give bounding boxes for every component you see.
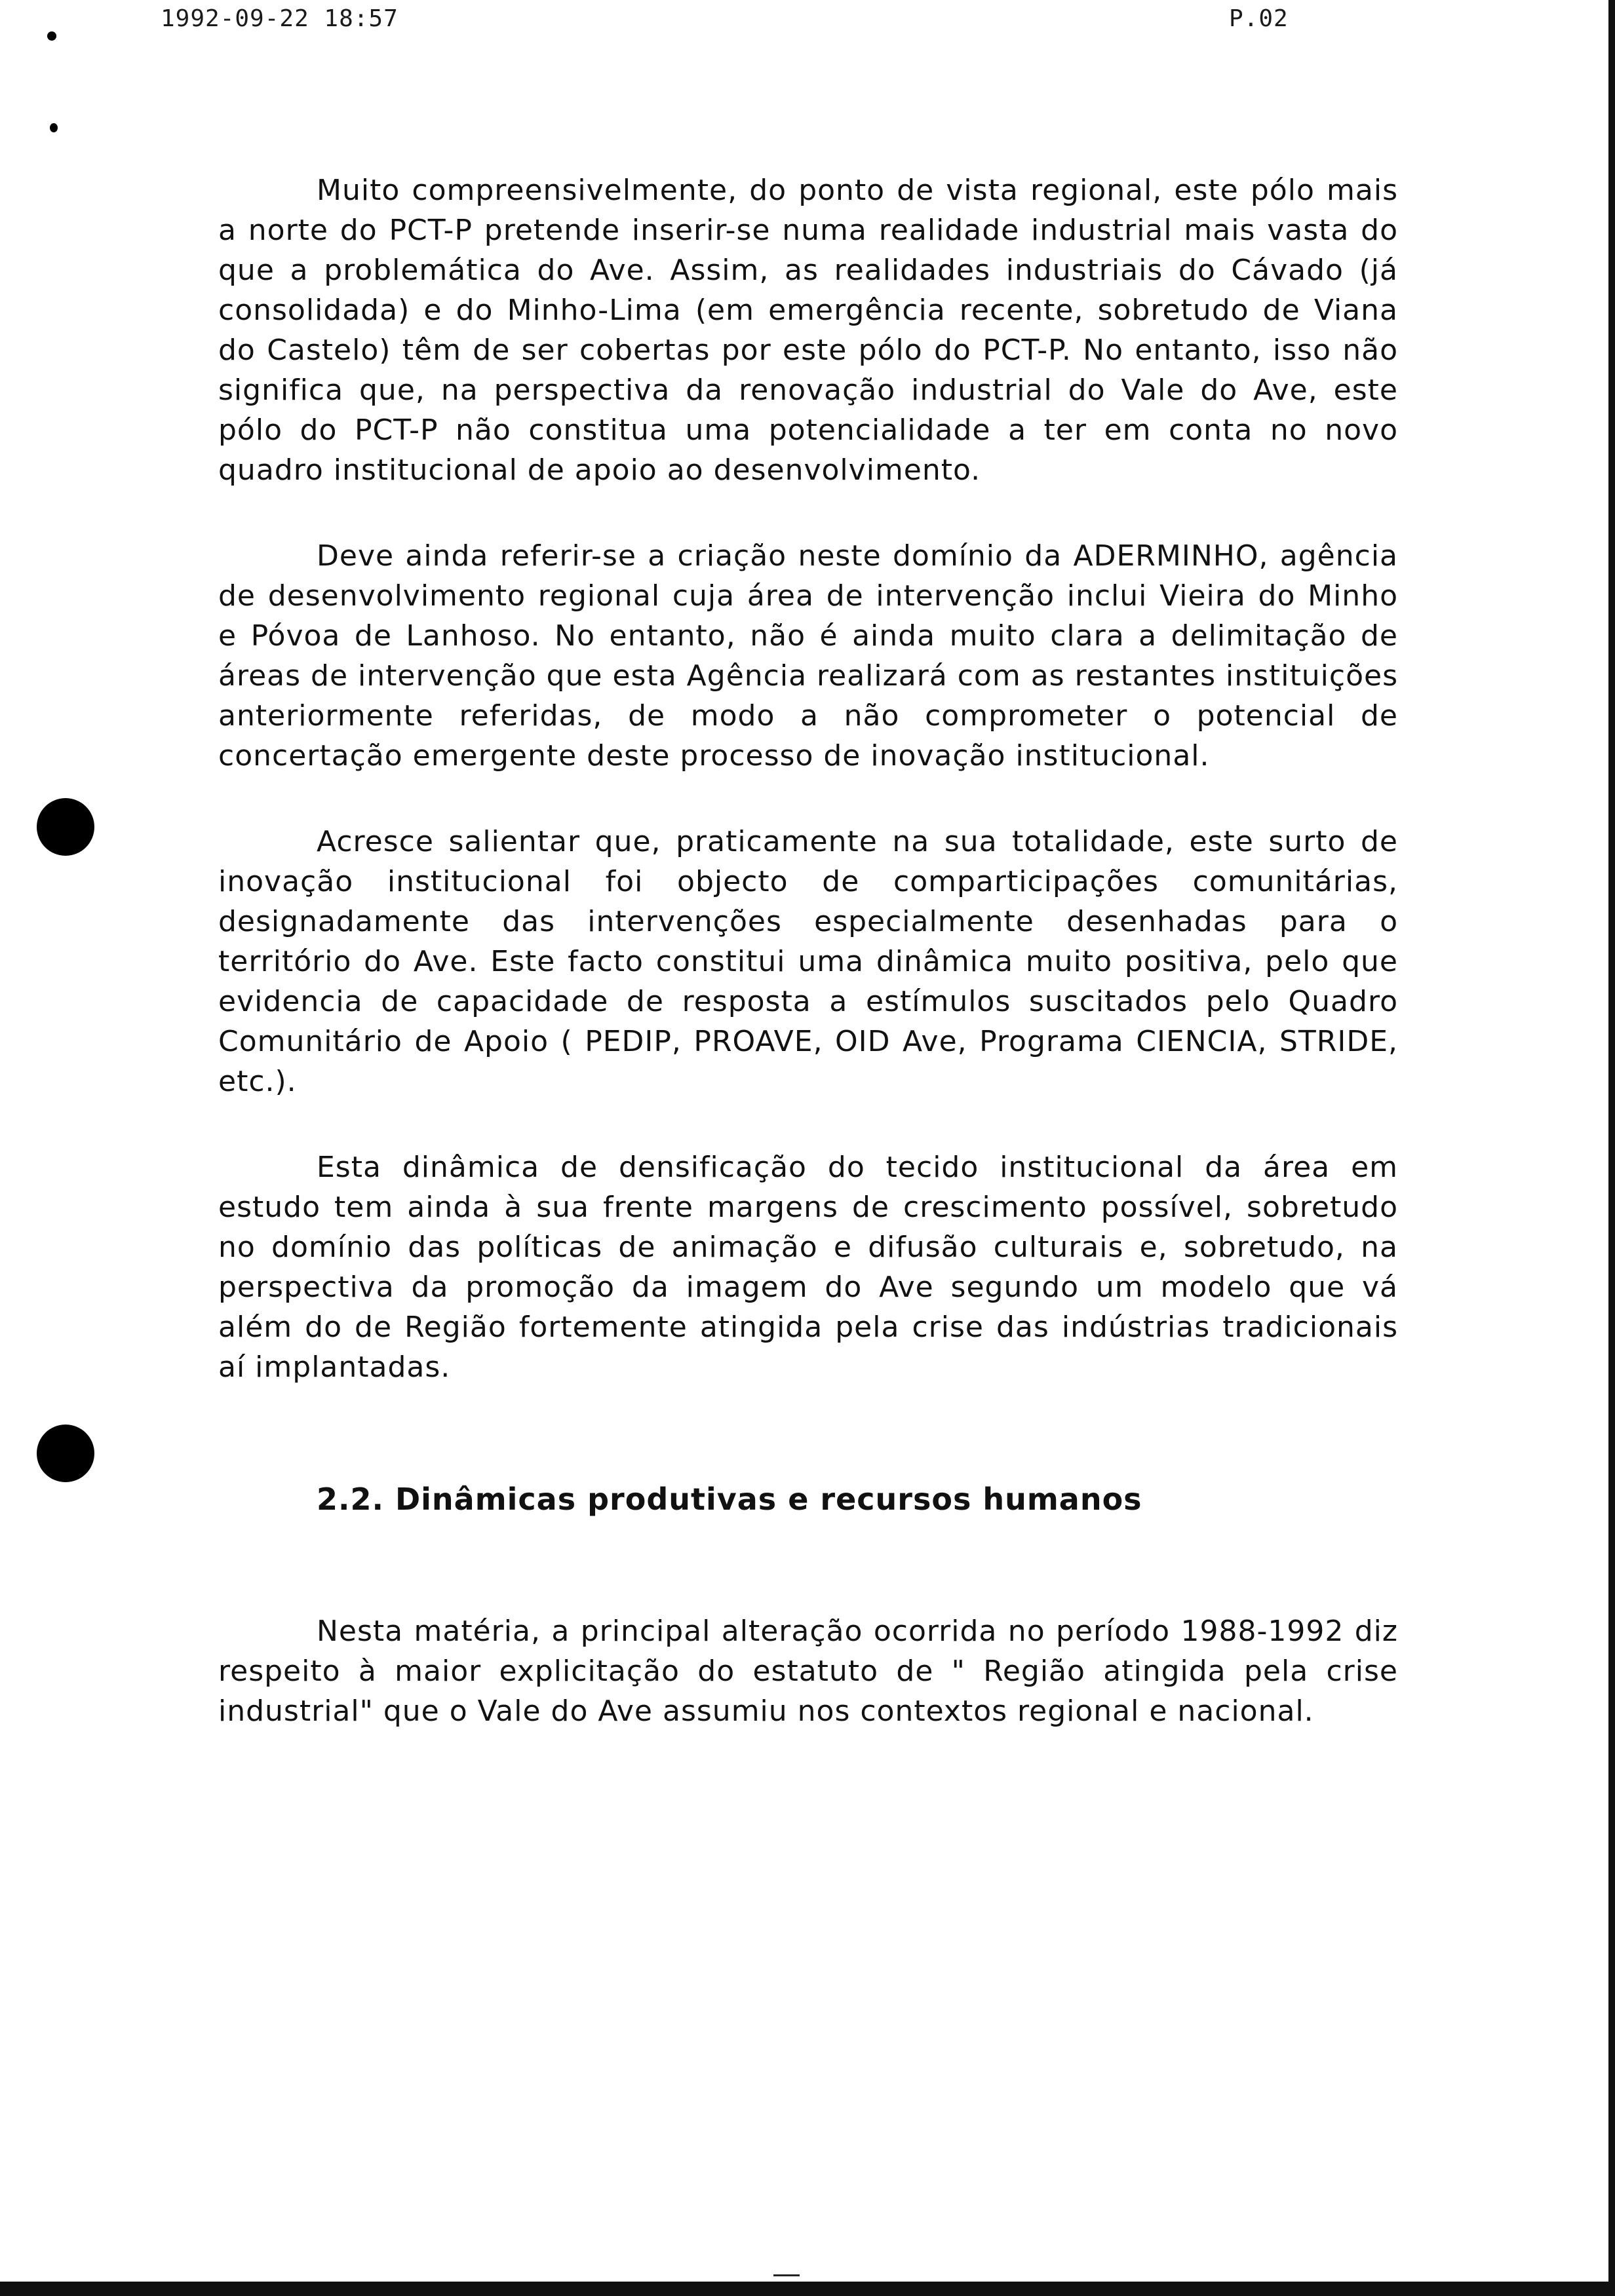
body-paragraph: Esta dinâmica de densificação do tecido institucional da área em estudo tem ainda à sua frente margens de crescimento possível, sobretudo no domínio das políticas de animação e difusão culturais e, sobretudo, na perspectiva da promoção da imagem do Ave segundo um modelo que vá além do de Região fortemente atingida pela crise das indústrias tradicionais aí implantadas. (218, 1151, 1398, 1384)
punch-hole (37, 798, 94, 856)
scan-border-bottom (0, 2282, 1615, 2296)
section-paragraph: Nesta matéria, a principal alteração ocorrida no período 1988-1992 diz respeito à maior explicitação do estatuto de " Região atingida pela crise industrial" que o Vale do Ave assumiu nos contextos regional e nacional. (218, 1615, 1398, 1728)
document-body (218, 170, 1398, 1777)
scan-speck (47, 31, 56, 41)
section-heading: 2.2. Dinâmicas produtivas e recursos humanos (317, 1482, 1142, 1517)
body-paragraph: Muito compreensivelmente, do ponto de vista regional, este pólo mais a norte do PCT-P pretende inserir-se numa realidade industrial mais vasta do que a problemática do Ave. Assim, as realidades industriais do Cávado (já consolidada) e do Minho-Lima (em emergência recente, sobretudo de Viana do Castelo) têm de ser cobertas por este pólo do PCT-P. No entanto, isso não significa que, na perspectiva da renovação industrial do Vale do Ave, este pólo do PCT-P não constitua uma potencialidade a ter em conta no novo quadro institucional de apoio ao desenvolvimento. (218, 174, 1398, 487)
body-paragraph: Deve ainda referir-se a criação neste domínio da ADERMINHO, agência de desenvolvimento regional cuja área de intervenção inclui Vieira do Minho e Póvoa de Lanhoso. No entanto, não é ainda muito clara a delimitação de áreas de intervenção que esta Agência realizará com as restantes instituições anteriormente referidas, de modo a não comprometer o potencial de concertação emergente deste processo de inovação institucional. (218, 539, 1398, 773)
fax-header (0, 5, 1615, 45)
fax-timestamp: 1992-09-22 18:57 (161, 5, 399, 32)
punch-hole (37, 1425, 94, 1482)
scan-border-right (1608, 0, 1615, 2296)
fax-page-number: P.02 (1229, 5, 1289, 32)
scan-speck (50, 123, 58, 132)
scan-mark (773, 2274, 800, 2276)
body-paragraph: Acresce salientar que, praticamente na sua totalidade, este surto de inovação institucional foi objecto de comparticipações comunitárias, designadamente das intervenções especialmente desenhadas para o território do Ave. Este facto constitui uma dinâmica muito positiva, pelo que evidencia de capacidade de resposta a estímulos suscitados pelo Quadro Comunitário de Apoio ( PEDIP, PROAVE, OID Ave, Programa CIENCIA, STRIDE, etc.). (218, 825, 1398, 1098)
